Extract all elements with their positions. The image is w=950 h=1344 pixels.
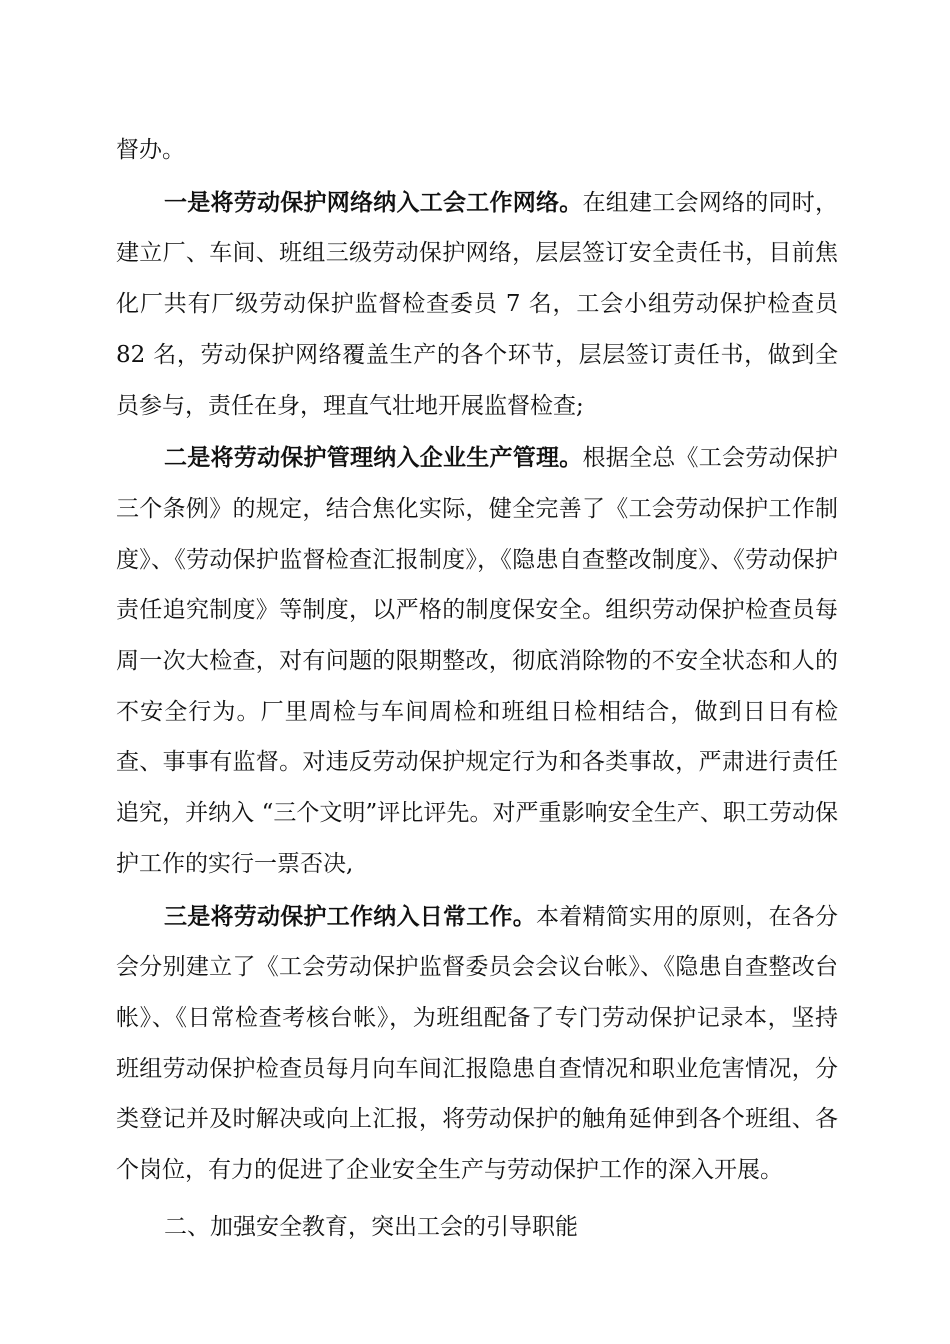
paragraph-1-lead: 一是将劳动保护网络纳入工会工作网络。 [164, 188, 583, 216]
paragraph-3-body: 本着精简实用的原则，在各分会分别建立了《工会劳动保护监督委员会会议台帐》、《隐患自查整改台帐》、《日常检查考核台帐》，为班组配备了专门劳动保护记录本，坚持班组劳动保护检查员每月向车间汇报隐患自查情况和职业危害情况，分类登记并及时解决或向上汇报，将劳动保护的触角延伸到各个班组、各个岗位，有力的促进了企业安全生产与劳动保护工作的深入开展。 [116, 903, 838, 1184]
paragraph-1-body: 在组建工会网络的同时，建立厂、车间、班组三级劳动保护网络，层层签订安全责任书，目前焦化厂共有厂级劳动保护监督检查委员 7 名，工会小组劳动保护检查员 82 名，劳动保护网络覆盖生产的各个环节，层层签订责任书，做到全员参与，责任在身，理直气壮地开展监督检查; [116, 189, 838, 419]
paragraph-0: 督办。 [116, 137, 185, 163]
paragraph-1 [116, 178, 838, 432]
document-text [116, 125, 838, 1252]
section-heading: 二、加强安全教育，突出工会的引导职能 [164, 1213, 578, 1240]
paragraph-2 [116, 433, 838, 889]
paragraph-2-lead: 二是将劳动保护管理纳入企业生产管理。 [164, 444, 583, 472]
paragraph-3-lead: 三是将劳动保护工作纳入日常工作。 [164, 902, 536, 930]
paragraph-3 [116, 892, 838, 1196]
paragraph-2-body: 根据全总《工会劳动保护三个条例》的规定，结合焦化实际，健全完善了《工会劳动保护工作制度》、《劳动保护监督检查汇报制度》，《隐患自查整改制度》、《劳动保护责任追究制度》等制度，以严格的制度保安全。组织劳动保护检查员每周一次大检查，对有问题的限期整改，彻底消除物的不安全状态和人的不安全行为。厂里周检与车间周检和班组日检相结合，做到日日有检查、事事有监督。对违反劳动保护规定行为和各类事故，严肃进行责任追究，并纳入 “三个文明”评比评先。对严重影响安全生产、职工劳动保护工作的实行一票否决, [116, 445, 838, 877]
